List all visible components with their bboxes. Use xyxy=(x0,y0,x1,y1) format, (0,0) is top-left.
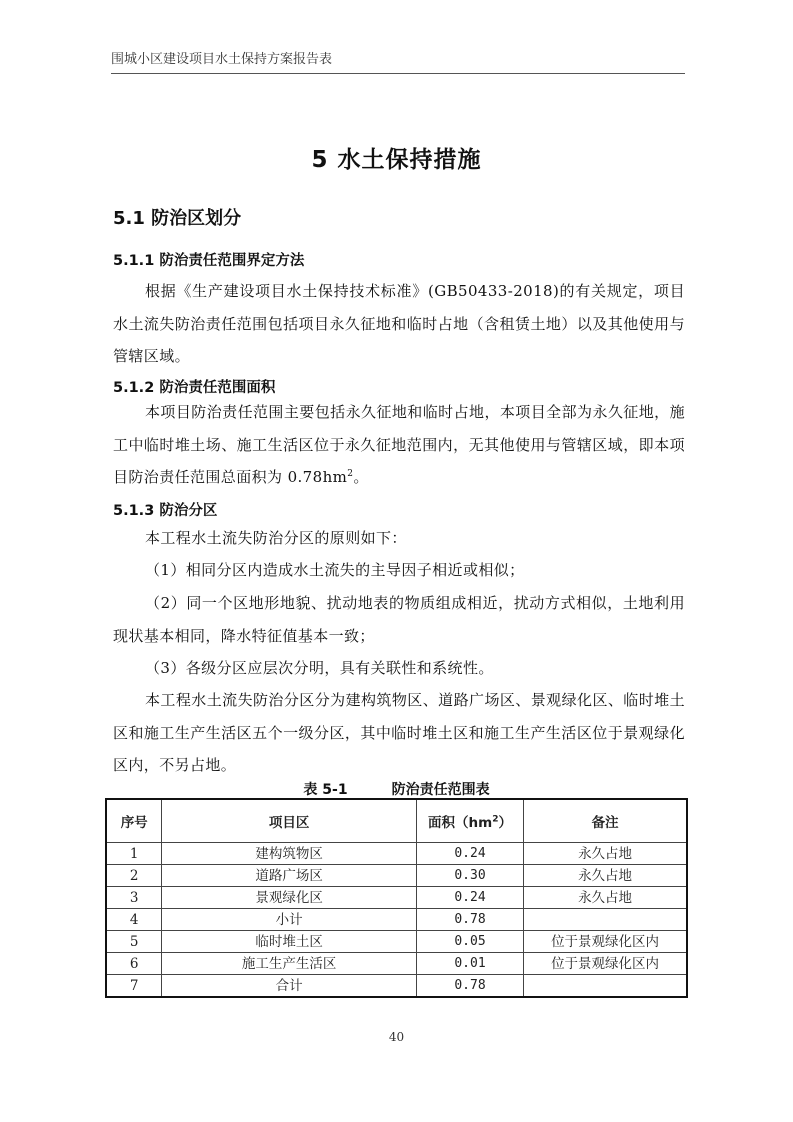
section-heading-5-1: 5.1 防治区划分 xyxy=(113,208,242,229)
cell-area: 0.78 xyxy=(416,909,523,931)
table-row xyxy=(106,843,687,865)
table-caption xyxy=(0,779,793,799)
cell-area: 0.05 xyxy=(416,931,523,953)
cell-no: 1 xyxy=(106,843,162,865)
cell-no: 7 xyxy=(106,975,162,998)
header-area-name: 项目区 xyxy=(162,799,416,843)
header-note: 备注 xyxy=(524,799,687,843)
principle-item-3: （3）各级分区应层次分明，具有关联性和系统性。 xyxy=(145,659,494,677)
cell-note xyxy=(524,909,687,931)
cell-note xyxy=(524,975,687,998)
cell-no: 6 xyxy=(106,953,162,975)
cell-area: 0.30 xyxy=(416,865,523,887)
cell-note: 位于景观绿化区内 xyxy=(524,931,687,953)
paragraph-zoning-intro: 本工程水土流失防治分区的原则如下： xyxy=(145,529,407,547)
table-caption-title: 防治责任范围表 xyxy=(391,782,490,798)
scope-table xyxy=(105,798,688,998)
page-header: 围城小区建设项目水土保持方案报告表 xyxy=(111,52,685,74)
paragraph-scope-method: 根据《生产建设项目水土保持技术标准》(GB50433-2018)的有关规定，项目水土流失防治责任范围包括项目永久征地和临时占地（含租赁土地）以及其他使用与管辖区域。 xyxy=(113,282,685,365)
principle-item-1: （1）相同分区内造成水土流失的主导因子相近或相似； xyxy=(145,561,525,579)
cell-area-name: 建构筑物区 xyxy=(162,843,416,865)
table-header-row xyxy=(106,799,687,843)
paragraph-scope-area xyxy=(113,396,685,494)
table-row xyxy=(106,887,687,909)
cell-no: 3 xyxy=(106,887,162,909)
page-number: 40 xyxy=(388,1030,405,1044)
table-row xyxy=(106,909,687,931)
superscript-2: 2 xyxy=(347,469,354,479)
chapter-title: 5 水土保持措施 xyxy=(311,147,482,173)
header-area-prefix: 面积（hm xyxy=(428,815,493,831)
cell-note: 永久占地 xyxy=(524,887,687,909)
cell-area-name: 合计 xyxy=(162,975,416,998)
header-no: 序号 xyxy=(106,799,162,843)
section-heading-5-1-3: 5.1.3 防治分区 xyxy=(113,503,218,519)
cell-note: 永久占地 xyxy=(524,865,687,887)
table-row xyxy=(106,865,687,887)
cell-area-name: 小计 xyxy=(162,909,416,931)
cell-no: 4 xyxy=(106,909,162,931)
paragraph-scope-area-text: 本项目防治责任范围主要包括永久征地和临时占地，本项目全部为永久征地，施工中临时堆土场、施工生活区位于永久征地范围内，无其他使用与管辖区域，即本项目防治责任范围总面积为 0.78hm xyxy=(113,403,685,486)
paragraph-zoning-summary: 本工程水土流失防治分区分为建构筑物区、道路广场区、景观绿化区、临时堆土区和施工生产生活区五个一级分区，其中临时堆土区和施工生产生活区位于景观绿化区内，不另占地。 xyxy=(113,691,685,774)
paragraph-scope-area-end: 。 xyxy=(353,468,369,486)
cell-area: 0.78 xyxy=(416,975,523,998)
cell-area-name: 施工生产生活区 xyxy=(162,953,416,975)
cell-no: 5 xyxy=(106,931,162,953)
cell-area: 0.24 xyxy=(416,887,523,909)
table-row xyxy=(106,931,687,953)
cell-note: 位于景观绿化区内 xyxy=(524,953,687,975)
principle-item-2: （2）同一个区地形地貌、扰动地表的物质组成相近，扰动方式相似，土地利用现状基本相同，降水特征值基本一致； xyxy=(113,594,685,645)
header-area-suffix: ） xyxy=(498,815,512,831)
header-area xyxy=(416,799,523,843)
cell-no: 2 xyxy=(106,865,162,887)
cell-area-name: 景观绿化区 xyxy=(162,887,416,909)
header-area-sup: 2 xyxy=(492,814,499,825)
cell-note: 永久占地 xyxy=(524,843,687,865)
cell-area: 0.24 xyxy=(416,843,523,865)
section-heading-5-1-2: 5.1.2 防治责任范围面积 xyxy=(113,380,276,396)
table-row xyxy=(106,975,687,998)
cell-area-name: 道路广场区 xyxy=(162,865,416,887)
section-heading-5-1-1: 5.1.1 防治责任范围界定方法 xyxy=(113,253,305,269)
cell-area: 0.01 xyxy=(416,953,523,975)
table-row xyxy=(106,953,687,975)
cell-area-name: 临时堆土区 xyxy=(162,931,416,953)
table-caption-number: 表 5-1 xyxy=(303,782,348,798)
